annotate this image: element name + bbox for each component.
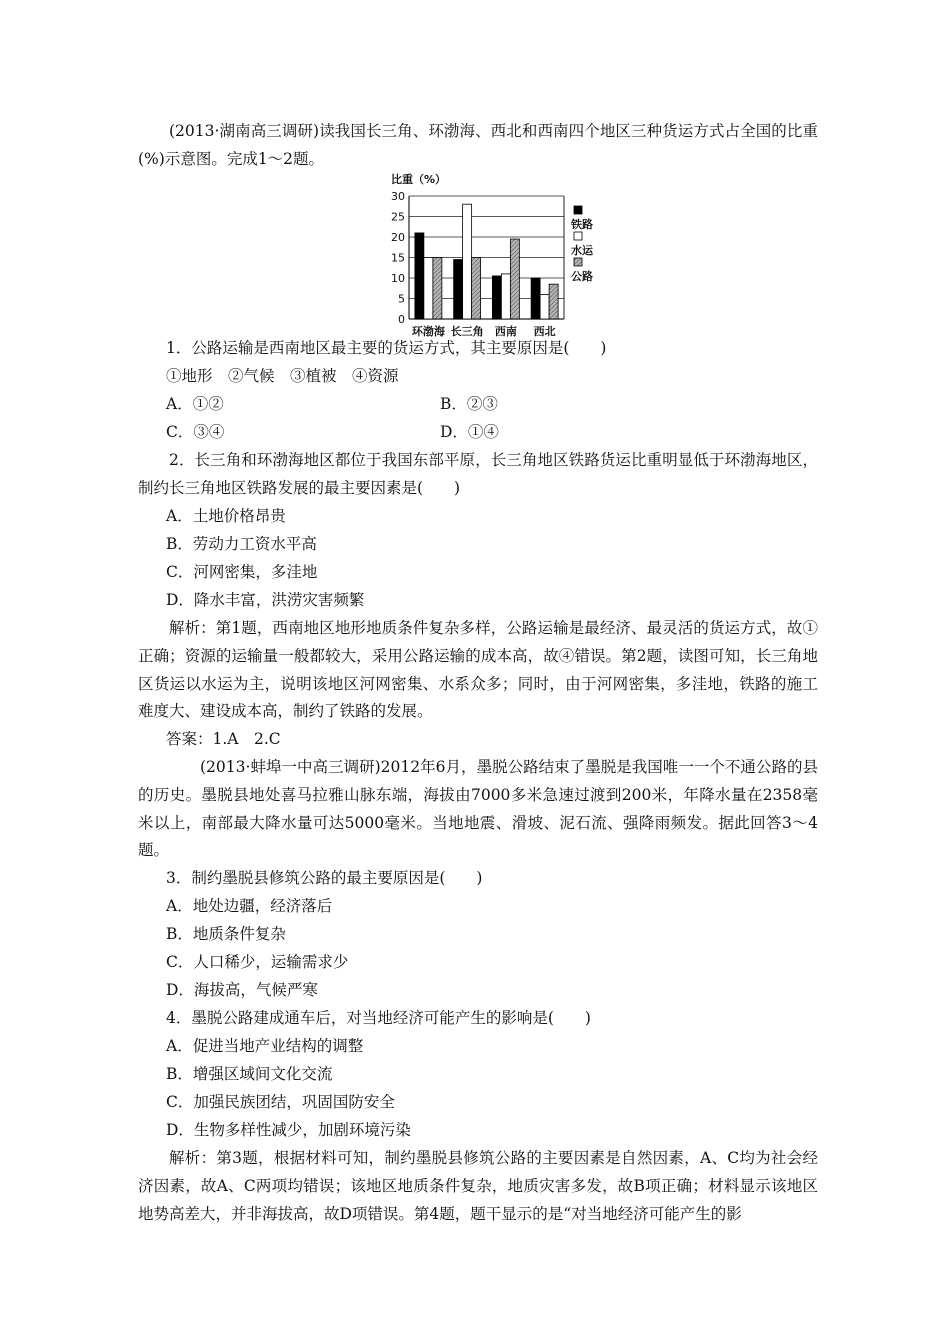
q1-stem: 1．公路运输是西南地区最主要的货运方式，其主要原因是( ) (166, 339, 607, 357)
analysis-paragraph-1: 解析：第1题，西南地区地形地质条件复杂多样，公路运输是最经济、最灵活的货运方式，故①正确；资源的运输量一般都较大，采用公路运输的成本高，故④错误。第2题，读图可知，长三角地区货运以水运为主，说明该地区河网密集、水系众多；同时，由于河网密集，多洼地，铁路的施工难度大、建设成本高，制约了铁路的发展。 (138, 619, 818, 721)
q2-option-b: B．劳动力工资水平高 (166, 535, 317, 553)
q3-stem: 3．制约墨脱县修筑公路的最主要原因是( ) (166, 869, 483, 887)
bar-公路 (472, 258, 481, 320)
q2-option-a: A．土地价格昂贵 (166, 507, 286, 525)
answer-line-1: 答案：1.A 2.C (166, 730, 281, 748)
q3-option-d: D．海拔高，气候严寒 (166, 981, 318, 999)
y-tick-label: 25 (391, 210, 405, 224)
bar-水运 (501, 274, 510, 319)
bar-水运 (424, 258, 433, 320)
q3-option-a: A．地处边疆，经济落后 (166, 897, 333, 915)
legend-label: 公路 (571, 270, 593, 283)
y-tick-label: 20 (391, 231, 405, 244)
bar-公路 (510, 239, 519, 319)
y-tick-label: 15 (391, 251, 405, 265)
chart-legend (570, 206, 594, 283)
chart-y-axis-label: 比重（%） (391, 173, 447, 186)
q1-items: ①地形 ②气候 ③植被 ④资源 (166, 367, 399, 385)
q1-option-a: A．①② (166, 395, 224, 413)
y-tick-label: 5 (398, 292, 405, 306)
q2-stem: 2．长三角和环渤海地区都位于我国东部平原，长三角地区铁路货运比重明显低于环渤海地区，制约长三角地区铁路发展的最主要因素是( ) (138, 451, 818, 497)
q3-option-b: B．地质条件复杂 (166, 925, 286, 943)
y-tick-label: 10 (391, 272, 405, 285)
q3-option-c: C．人口稀少，运输需求少 (166, 953, 349, 971)
y-tick-label: 0 (398, 313, 405, 326)
legend-swatch-公路 (574, 258, 582, 266)
bar-水运 (540, 294, 549, 319)
y-tick-label: 30 (391, 190, 405, 203)
chart-bars (415, 204, 558, 319)
q4-option-a: A．促进当地产业结构的调整 (166, 1037, 364, 1055)
q1-option-d: D．①④ (440, 423, 499, 441)
q1-option-b: B．②③ (440, 395, 498, 413)
legend-label: 水运 (571, 244, 593, 257)
x-tick-label: 西北 (533, 325, 556, 338)
legend-label: 铁路 (571, 218, 593, 231)
q4-option-c: C．加强民族团结，巩固国防安全 (166, 1093, 395, 1111)
bar-铁路 (492, 276, 501, 319)
bar-铁路 (415, 233, 424, 319)
bar-水运 (463, 204, 472, 319)
q4-option-b: B．增强区域间文化交流 (166, 1065, 333, 1083)
intro-paragraph-1: (2013·湖南高三调研)读我国长三角、环渤海、西北和西南四个地区三种货运方式占全国的比重(%)示意图。完成1～2题。 (138, 122, 818, 168)
bar-铁路 (531, 278, 540, 319)
bar-公路 (549, 284, 558, 319)
q2-option-d: D．降水丰富，洪涝灾害频繁 (166, 591, 365, 609)
intro-paragraph-2: (2013·蚌埠一中高三调研)2012年6月，墨脱公路结束了墨脱是我国唯一一个不通公路的县的历史。墨脱县地处喜马拉雅山脉东端，海拔由7000多米急速过渡到200米，年降水量在2358毫米以上，南部最大降水量可达5000毫米。当地地震、滑坡、泥石流、强降雨频发。据此回答3～4题。 (138, 758, 818, 860)
legend-swatch-水运 (574, 232, 582, 240)
freight-share-bar-chart (378, 172, 600, 340)
q4-option-d: D．生物多样性减少，加剧环境污染 (166, 1121, 411, 1139)
analysis-paragraph-2: 解析：第3题，根据材料可知，制约墨脱县修筑公路的主要因素是自然因素，A、C均为社会经济因素，故A、C两项均错误；该地区地质条件复杂，地质灾害多发，故B项正确；材料显示该地区地势高差大，并非海拔高，故D项错误。第4题，题干显示的是“对当地经济可能产生的影 (138, 1149, 818, 1223)
q2-option-c: C．河网密集，多洼地 (166, 563, 318, 581)
legend-swatch-铁路 (574, 206, 582, 214)
x-tick-label: 西南 (494, 325, 517, 338)
x-tick-label: 环渤海 (411, 325, 445, 338)
bar-公路 (433, 258, 442, 320)
x-tick-label: 长三角 (450, 325, 484, 338)
q4-stem: 4．墨脱公路建成通车后，对当地经济可能产生的影响是( ) (166, 1009, 591, 1027)
q1-option-c: C．③④ (166, 423, 225, 441)
chart-y-ticks (391, 190, 405, 326)
bar-铁路 (454, 260, 463, 319)
